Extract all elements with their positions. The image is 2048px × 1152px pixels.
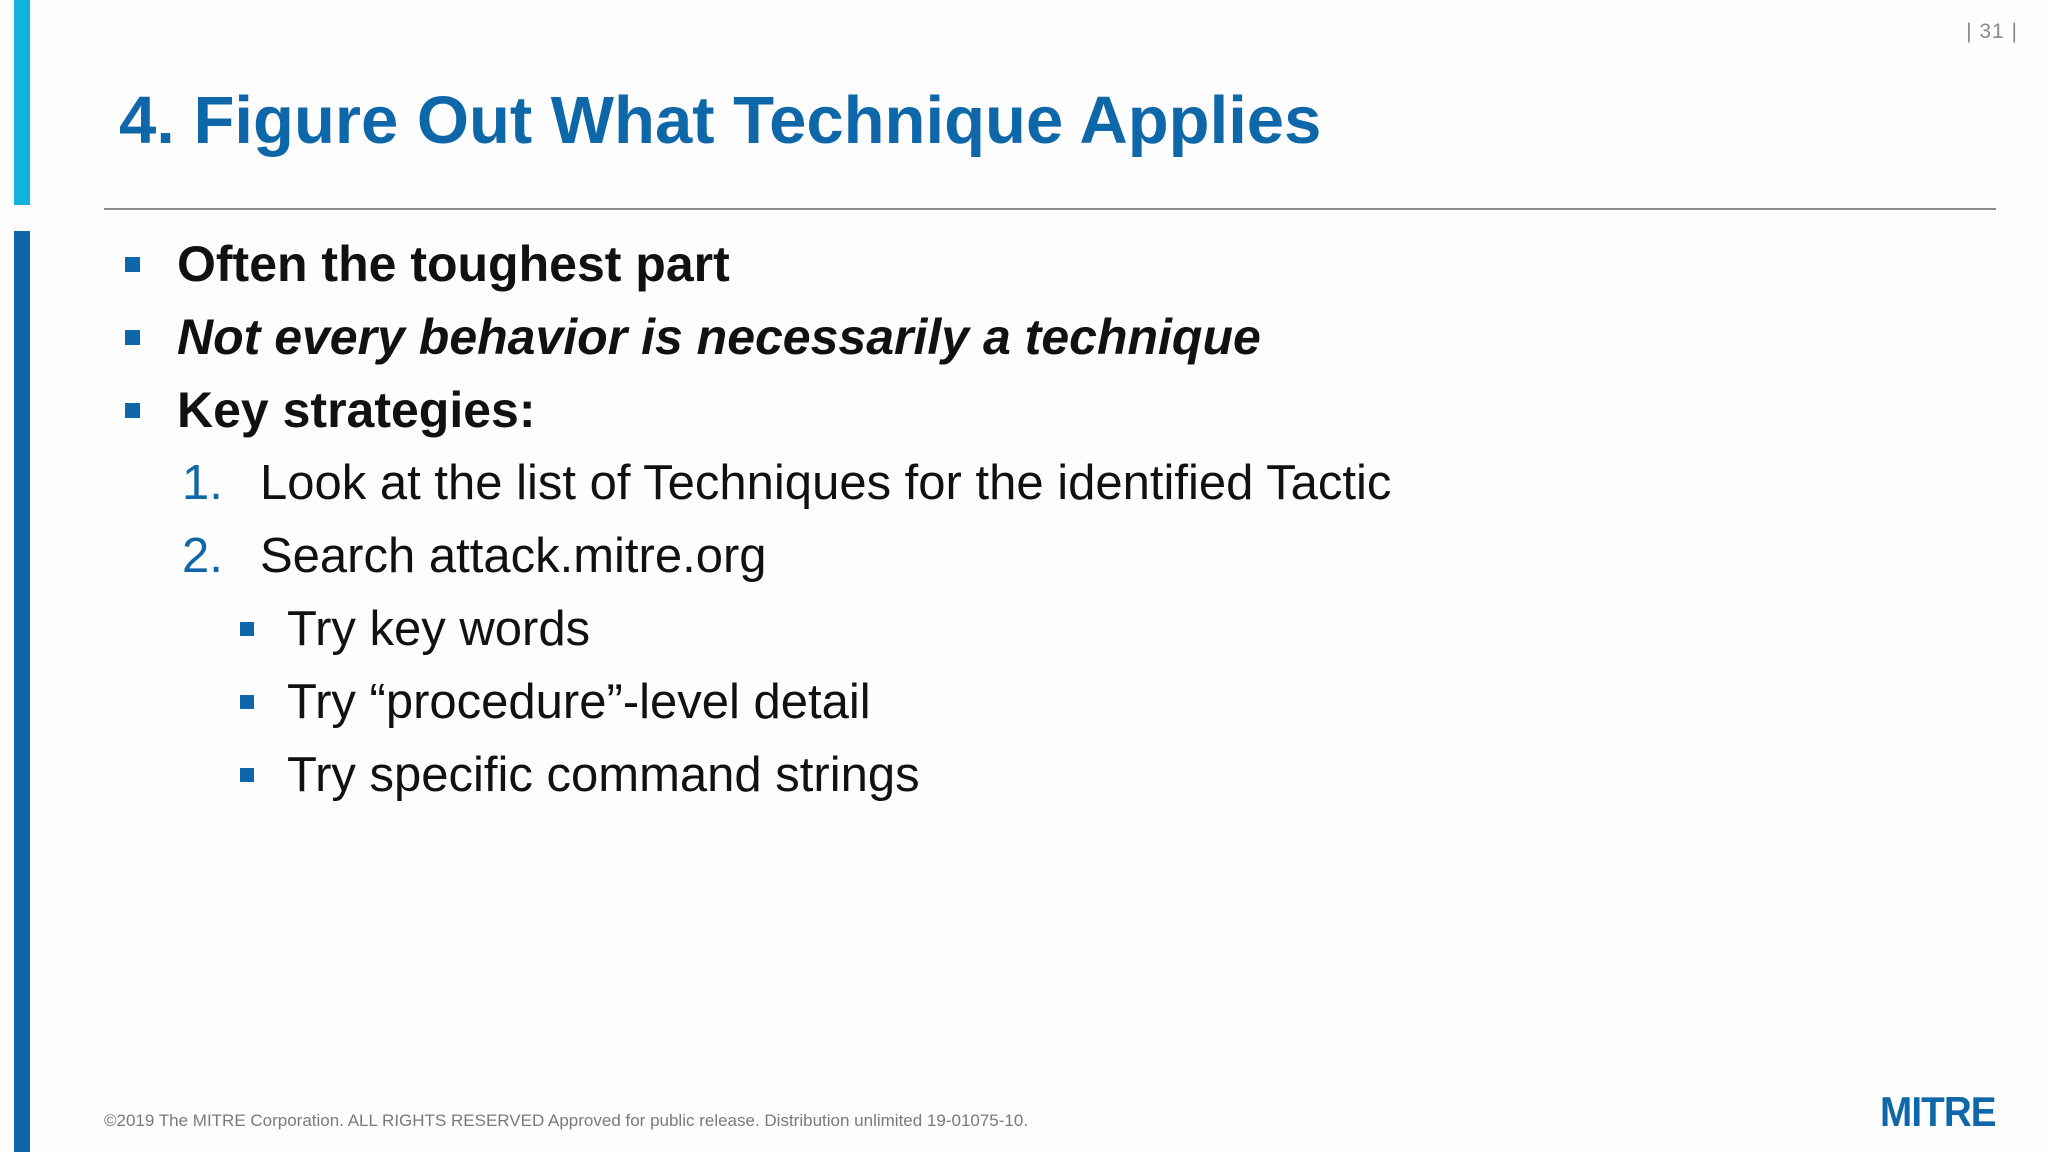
sub-bullet-text: Try “procedure”-level detail — [287, 675, 871, 729]
sub-bullet-text: Try key words — [287, 602, 591, 656]
bullet-item — [125, 382, 536, 438]
square-bullet-icon — [125, 330, 140, 345]
square-bullet-icon — [125, 257, 140, 272]
numbered-item — [182, 455, 1391, 511]
numbered-text: Search attack.mitre.org — [260, 529, 767, 583]
bullet-text: Often the toughest part — [177, 236, 730, 292]
slide-number: | 31 | — [1966, 20, 2018, 43]
item-number: 2. — [182, 529, 223, 583]
mitre-logo: MITRE — [1880, 1088, 1996, 1135]
footer-copyright: ©2019 The MITRE Corporation. ALL RIGHTS RESERVED Approved for public release. Distribution unlimited 19-01075-10. — [104, 1111, 1029, 1130]
item-number: 1. — [182, 456, 223, 510]
numbered-text: Look at the list of Techniques for the identified Tactic — [260, 456, 1392, 510]
square-bullet-icon — [240, 768, 254, 782]
square-bullet-icon — [240, 622, 254, 636]
numbered-item — [182, 528, 767, 584]
sub-bullet-item — [240, 747, 920, 803]
square-bullet-icon — [240, 695, 254, 709]
bullet-item — [125, 309, 1261, 365]
bullet-item — [125, 236, 730, 292]
sub-bullet-item — [240, 674, 871, 730]
bullet-text: Key strategies: — [177, 382, 536, 438]
square-bullet-icon — [125, 403, 140, 418]
sub-bullet-item — [240, 601, 590, 657]
sub-bullet-text: Try specific command strings — [287, 748, 920, 802]
bullet-text: Not every behavior is necessarily a technique — [177, 309, 1261, 365]
slide-title: 4. Figure Out What Technique Applies — [119, 83, 1322, 158]
